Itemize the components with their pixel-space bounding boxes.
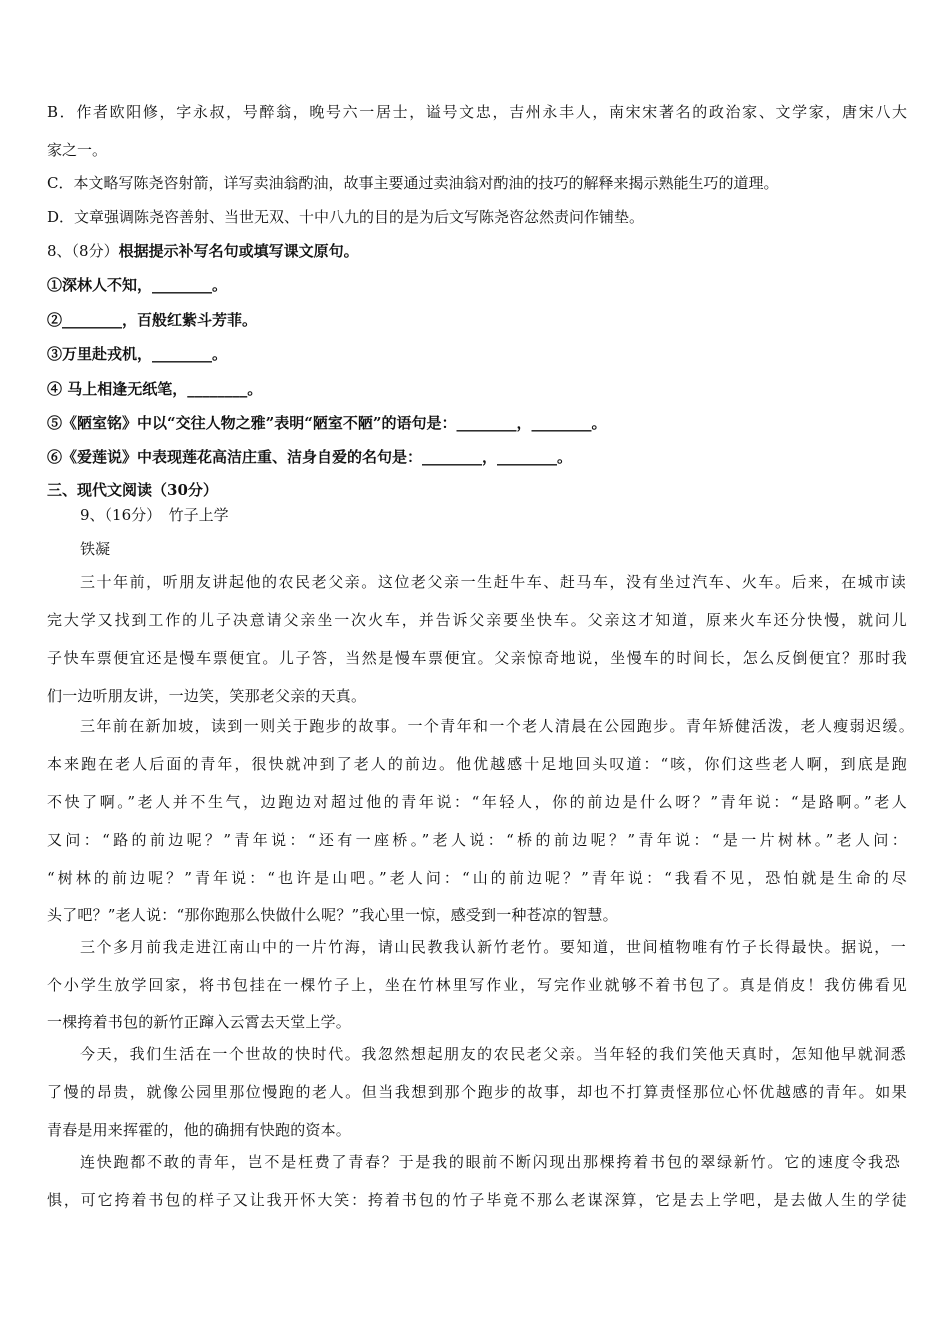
q8-item-6: ⑥《爱莲说》中表现莲花高洁庄重、洁身自爱的名句是：________，________。 (47, 448, 573, 466)
passage-line: 连快跑都不敢的青年，岂不是枉费了青春？于是我的眼前不断闪现出那棵挎着书包的翠绿新竹。它的速度令我恐 (80, 1153, 900, 1171)
author: 铁凝 (80, 540, 111, 558)
passage-line: 青春是用来挥霍的，他的确拥有快跑的资本。 (47, 1121, 352, 1139)
q8-item-1: ①深林人不知，________。 (47, 276, 228, 294)
passage-line: 个小学生放学回家，将书包挂在一棵竹子上，坐在竹林里写作业，写完作业就够不着书包了。真是俏皮！我仿佛看见 (47, 976, 907, 994)
passage-line: 又问：“路的前边呢？”青年说：“还有一座桥。”老人说：“桥的前边呢？”青年说：“是一片树林。”老人问： (47, 831, 907, 849)
passage-line: 三十年前，听朋友讲起他的农民老父亲。这位老父亲一生赶牛车、赶马车，没有坐过汽车、火车。后来，在城市读 (80, 573, 906, 591)
option-d: D．文章强调陈尧咨善射、当世无双、十中八九的目的是为后文写陈尧咨忿然责问作铺垫。 (47, 208, 645, 226)
passage-line: 一棵挎着书包的新竹正蹿入云霄去天堂上学。 (47, 1013, 352, 1031)
option-b-line-1: B．作者欧阳修，字永叔，号醉翁，晚号六一居士，谥号文忠，吉州永丰人，南宋宋著名的政治家、文学家，唐宋八大 (47, 103, 907, 121)
question-8-prompt: 根据提示补写名句或填写课文原句。 (118, 242, 359, 260)
q8-item-4: ④ 马上相逢无纸笔，________。 (47, 380, 263, 398)
passage-line: 三年前在新加坡，读到一则关于跑步的故事。一个青年和一个老人清晨在公园跑步。青年矫健活泼，老人瘦弱迟缓。 (80, 717, 914, 735)
q8-item-5: ⑤《陋室铭》中以“交往人物之雅”表明“陋室不陋”的语句是：________，________。 (47, 414, 607, 432)
passage-line: 子快车票便宜还是慢车票便宜。儿子答，当然是慢车票便宜。父亲惊奇地说，坐慢车的时间长，怎么反倒便宜？那时我 (47, 649, 907, 667)
passage-line: 不快了啊。”老人并不生气，边跑边对超过他的青年说：“年轻人，你的前边是什么呀？”青年说：“是路啊。”老人 (47, 793, 907, 811)
passage-line: 完大学又找到工作的儿子决意请父亲坐一次火车，并告诉父亲要坐快车。父亲这才知道，原来火车还分快慢，就问儿 (47, 611, 907, 629)
section-3-heading: 三、现代文阅读（30分） (47, 481, 218, 499)
question-8-number: 8、（8分） (47, 242, 119, 260)
question-8-heading (47, 241, 359, 261)
passage-line: 今天，我们生活在一个世故的快时代。我忽然想起朋友的农民老父亲。当年轻的我们笑他天真时，怎知他早就洞悉 (80, 1045, 906, 1063)
q8-item-3: ③万里赴戎机，________。 (47, 345, 228, 363)
question-9-title: 9、（16分） 竹子上学 (80, 506, 229, 524)
passage-line: 惧，可它挎着书包的样子又让我开怀大笑：挎着书包的竹子毕竟不那么老谋深算，它是去上学吧，是去做人生的学徒 (47, 1191, 907, 1209)
passage-line: 本来跑在老人后面的青年，很快就冲到了老人的前边。他优越感十足地回头叹道：“咳，你们这些老人啊，到底是跑 (47, 755, 907, 773)
passage-line: 们一边听朋友讲，一边笑，笑那老父亲的天真。 (47, 687, 367, 705)
passage-line: “树林的前边呢？”青年说：“也许是山吧。”老人问：“山的前边呢？”青年说：“我看不见，恐怕就是生命的尽 (47, 869, 907, 887)
option-b-line-2: 家之一。 (47, 141, 108, 159)
passage-line: 头了吧？”老人说：“那你跑那么快做什么呢？”我心里一惊，感受到一种苍凉的智慧。 (47, 906, 618, 924)
passage-line: 三个多月前我走进江南山中的一片竹海，请山民教我认新竹老竹。要知道，世间植物唯有竹子长得最快。据说，一 (80, 938, 906, 956)
passage-line: 了慢的昂贵，就像公园里那位慢跑的老人。但当我想到那个跑步的故事，却也不打算责怪那位心怀优越感的青年。如果 (47, 1083, 907, 1101)
option-c: C．本文略写陈尧咨射箭，详写卖油翁酌油，故事主要通过卖油翁对酌油的技巧的解释来揭示熟能生巧的道理。 (47, 174, 779, 192)
q8-item-2: ②________，百般红紫斗芳菲。 (47, 311, 258, 329)
